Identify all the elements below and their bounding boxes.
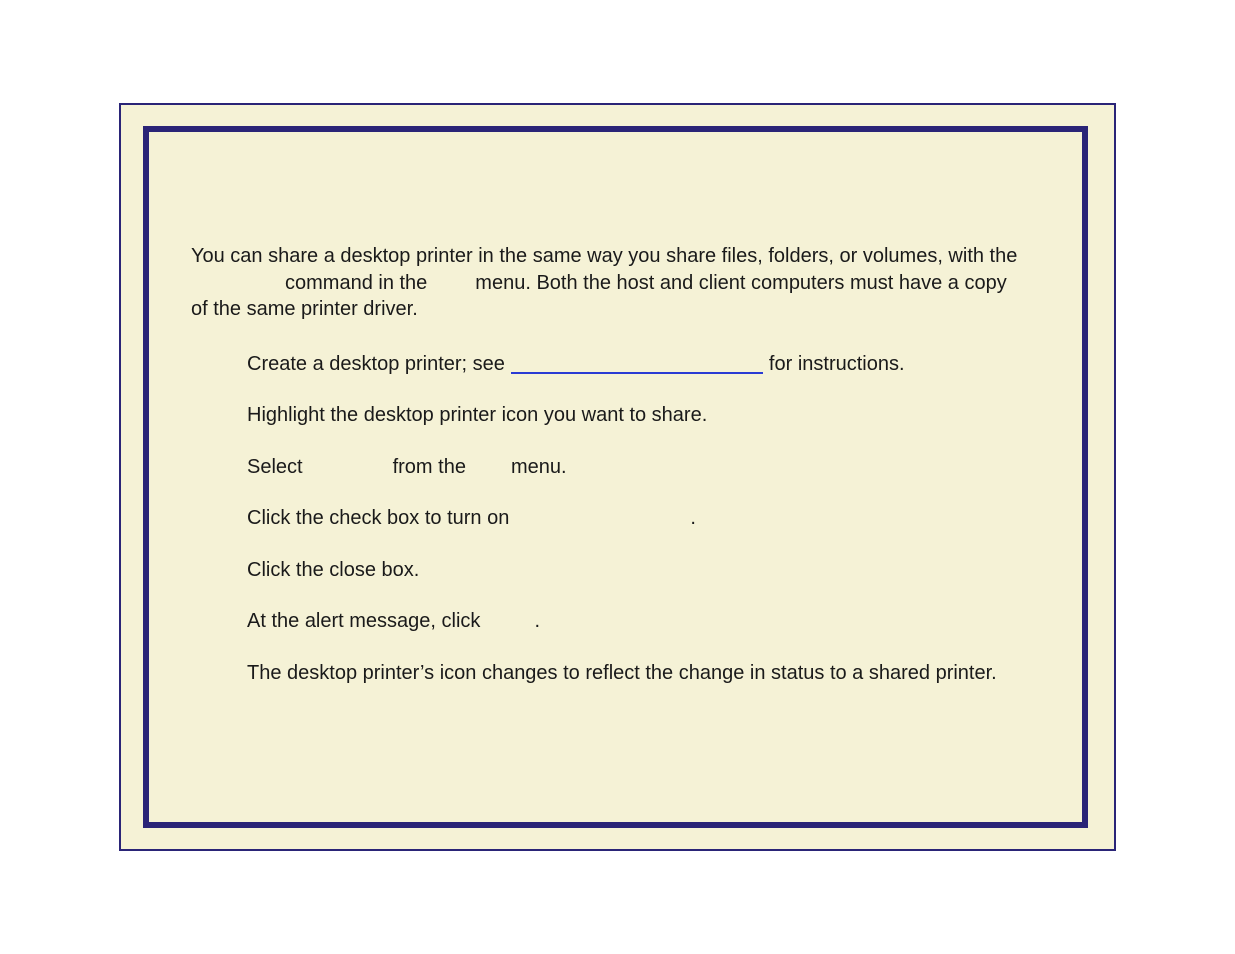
- steps-list: [191, 348, 1021, 687]
- step-checkbox-suffix: .: [690, 507, 696, 529]
- step-result: The desktop printer’s icon changes to reflect the change in status to a shared printer.: [247, 661, 997, 684]
- step-select-suffix: menu.: [510, 455, 567, 478]
- step-checkbox-text: Click the check box to turn on: [247, 507, 510, 529]
- step-close: Click the close box.: [247, 558, 420, 581]
- step-select-text: Select: [247, 455, 303, 478]
- step-checkbox: [247, 505, 1021, 532]
- intro-text-part1: You can share a desktop printer in the same way you share files, folders, or volumes, with the: [191, 245, 1018, 267]
- content-body: [191, 243, 1021, 686]
- cross-reference-link[interactable]: [511, 352, 763, 374]
- step-select-middle: from the: [392, 455, 466, 478]
- step-select: [247, 454, 1021, 481]
- step-alert: [247, 608, 1021, 635]
- step-alert-suffix: .: [534, 610, 540, 632]
- inner-frame: [143, 126, 1088, 828]
- outer-frame: [119, 103, 1116, 851]
- intro-paragraph: [191, 243, 1021, 323]
- intro-text-part3: menu. Both the host and client computers must have a copy of the same printer driver.: [191, 271, 1007, 320]
- step-highlight: Highlight the desktop printer icon you want to share.: [247, 404, 708, 426]
- step-create-text: Create a desktop printer; see: [247, 352, 505, 375]
- step-create: [247, 348, 1021, 378]
- step-alert-text: At the alert message, click: [247, 610, 481, 632]
- intro-text-part2: command in the: [285, 271, 428, 294]
- step-create-suffix: for instructions.: [768, 352, 905, 375]
